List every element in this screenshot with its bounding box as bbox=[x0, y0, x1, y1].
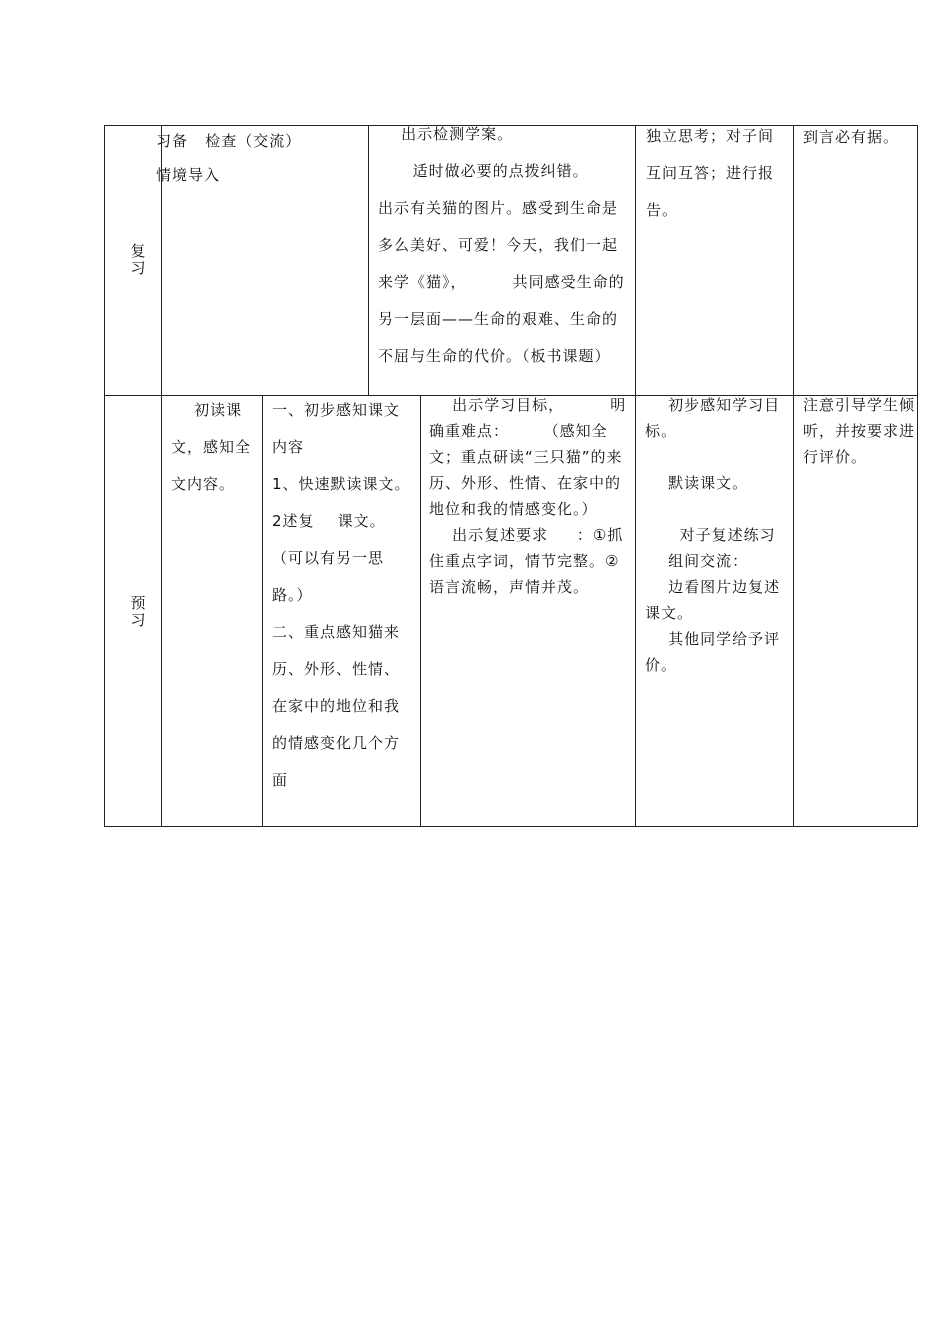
review-teacher-cell: 出示检测学案。 适时做必要的点拨纠错。 出示有关猫的图片。感受到生命是多么美好、可爱！今天，我们一起来学《猫》， 共同感受生命的另一层面——生命的艰难、生命的不屈与生命的代价。（板书课题） bbox=[378, 125, 625, 365]
col-divider bbox=[420, 395, 421, 826]
phase-preview-label: 预 习 bbox=[130, 594, 146, 629]
col-divider bbox=[635, 125, 636, 827]
preview-note-cell: 注意引导学生倾听，并按要求进行评价。 bbox=[803, 396, 916, 466]
col-divider bbox=[161, 125, 162, 827]
preview-student-cell: 初步感知学习目标。 默读课文。 对子复述练习 组间交流： 边看图片边复述课文。 其他同学给予评价。 bbox=[645, 396, 781, 674]
phase-review-label: 复 习 bbox=[130, 242, 146, 277]
table-border-left bbox=[104, 125, 105, 827]
col-divider bbox=[262, 395, 263, 826]
preview-goal-cell: 初读课文，感知全文内容。 bbox=[171, 401, 252, 493]
review-step-cell: 习备 检查（交流） 情境导入 bbox=[156, 132, 302, 184]
table-border-bottom bbox=[104, 826, 918, 827]
preview-content-cell: 一、初步感知课文内容 1、快速默读课文。 2述复 课文。 （可以有另一思路。） 二、重点感知猫来历、外形、性情、在家中的地位和我的情感变化几个方面 bbox=[272, 401, 411, 789]
review-student-cell: 独立思考；对子间互问互答；进行报告。 bbox=[646, 127, 775, 219]
table-border-right bbox=[917, 125, 918, 827]
col-divider bbox=[793, 125, 794, 827]
review-note-cell: 到言必有据。 bbox=[803, 128, 900, 146]
col-divider bbox=[368, 125, 369, 395]
preview-teacher-cell: 出示学习目标， 明确重难点： （感知全文；重点研读“三只猫”的来历、外形、性情、在家中的地位和我的情感变化。） 出示复述要求 ：①抓住重点字词，情节完整。②语言流畅，声情并茂。 bbox=[429, 396, 627, 596]
